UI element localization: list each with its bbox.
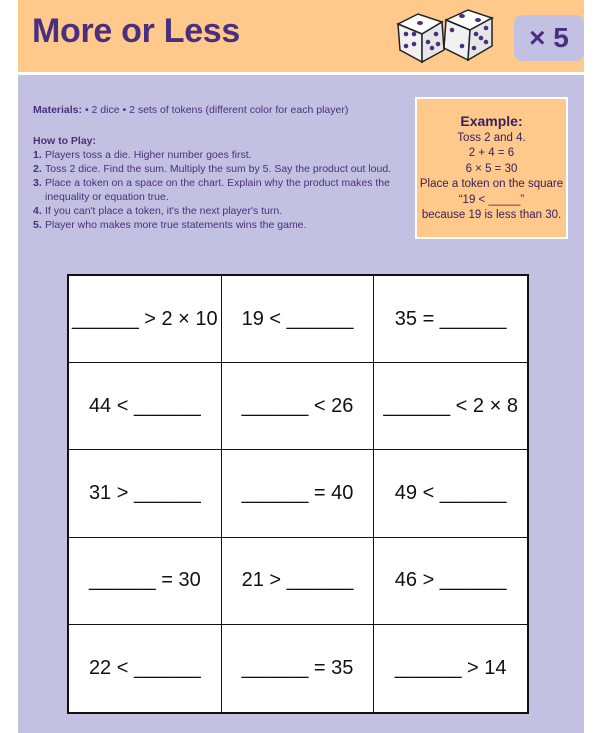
example-line: because 19 is less than 30. bbox=[421, 209, 562, 221]
board-cell[interactable]: ______ = 40 bbox=[222, 450, 375, 537]
materials-line bbox=[33, 103, 403, 117]
example-line: 6 × 5 = 30 bbox=[465, 162, 518, 175]
step-item: 4. If you can't place a token, it's the next player's turn. bbox=[33, 205, 283, 217]
board-cell[interactable]: ______ = 30 bbox=[69, 538, 222, 625]
materials-label: Materials: bbox=[33, 104, 83, 116]
example-line: Place a token on the square bbox=[419, 178, 564, 190]
board-cell[interactable]: 21 > ______ bbox=[222, 538, 375, 625]
header-bar bbox=[18, 0, 584, 75]
board-cell[interactable]: 44 < ______ bbox=[69, 363, 222, 450]
step-item: 2. Toss 2 dice. Find the sum. Multiply the sum by 5. Say the product out loud. bbox=[33, 163, 392, 175]
dice-icon bbox=[392, 6, 500, 68]
instructions bbox=[33, 103, 403, 232]
example-title: Example: bbox=[460, 113, 523, 129]
left-die bbox=[398, 14, 444, 62]
board-cell[interactable]: 19 < ______ bbox=[222, 276, 375, 363]
multiplier-badge: × 5 bbox=[514, 15, 584, 61]
step-item: 1. Players toss a die. Higher number goes first. bbox=[33, 149, 252, 161]
example-line: Toss 2 and 4. bbox=[457, 131, 526, 144]
steps-list bbox=[33, 148, 403, 232]
board-cell[interactable]: 35 = ______ bbox=[374, 276, 527, 363]
board-cell[interactable]: 22 < ______ bbox=[69, 625, 222, 712]
example-line: “19 < _____” bbox=[458, 193, 525, 206]
example-box bbox=[415, 97, 568, 239]
game-board bbox=[67, 274, 529, 714]
step-item: 5. Player who makes more true statements wins the game. bbox=[33, 219, 307, 231]
worksheet-page bbox=[18, 0, 584, 733]
example-line: 2 + 4 = 6 bbox=[468, 147, 515, 159]
materials-text: • 2 dice • 2 sets of tokens (different color for each player) bbox=[84, 104, 349, 116]
step-item: 3. Place a token on a space on the chart. Explain why the product makes the inequality or equation true. bbox=[33, 177, 390, 203]
board-cell[interactable]: 49 < ______ bbox=[374, 450, 527, 537]
board-cell[interactable]: ______ < 2 × 8 bbox=[374, 363, 527, 450]
board-cell[interactable]: 31 > ______ bbox=[69, 450, 222, 537]
board-cell[interactable]: ______ > 14 bbox=[394, 656, 507, 679]
right-die bbox=[444, 10, 492, 60]
board-cell[interactable]: ______ = 35 bbox=[222, 625, 375, 712]
board-cell[interactable]: ______ < 26 bbox=[222, 363, 375, 450]
board-cell[interactable]: 46 > ______ bbox=[374, 538, 527, 625]
how-to-play-title: How to Play: bbox=[33, 135, 97, 147]
board-cell[interactable]: ______ > 2 × 10 bbox=[69, 276, 222, 363]
page-title: More or Less bbox=[32, 12, 241, 50]
